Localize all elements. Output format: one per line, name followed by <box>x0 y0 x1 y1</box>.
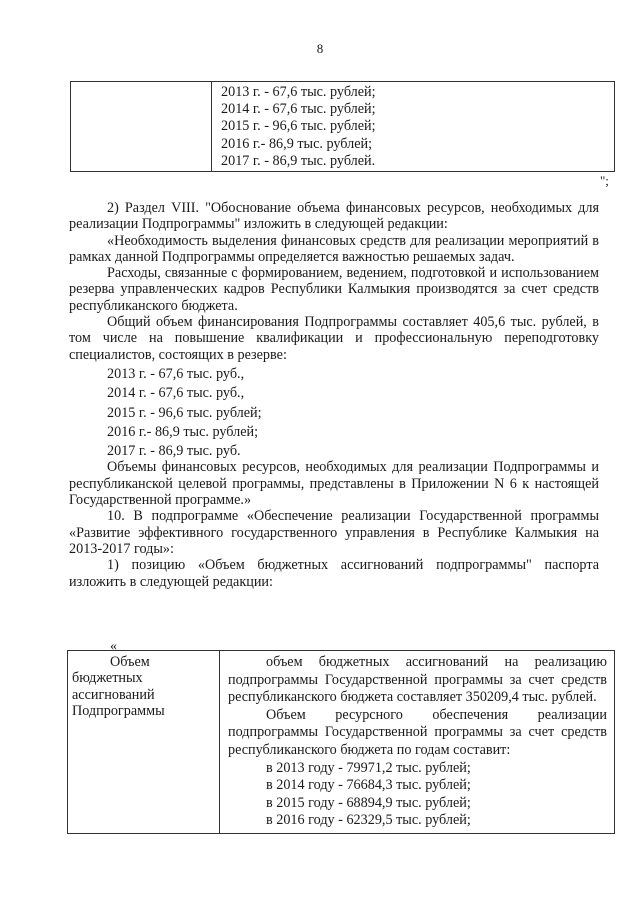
year-line: 2013 г. - 67,6 тыс. рублей; <box>221 84 376 100</box>
year-line: в 2016 году - 62329,5 тыс. рублей; <box>266 812 471 829</box>
year-line: 2014 г. - 67,6 тыс. рублей; <box>221 101 376 118</box>
year-line: 2015 г. - 96,6 тыс. рублей; <box>221 118 376 135</box>
paragraph: объем бюджетных ассигнований на реализацию подпрограммы Государственной программы за счет средств республиканского бюджета составляет 350209,4 тыс. рублей. <box>228 654 607 706</box>
paragraph: Расходы, связанные с формированием, ведением, подготовкой и использованием резерва управленческих кадров Республики Калмыкия производятся за счет средств республиканского бюджета. <box>69 265 599 314</box>
funding-table-values-cell <box>212 82 615 172</box>
year-line: 2016 г.- 86,9 тыс. рублей; <box>107 423 259 440</box>
funding-table-label-cell <box>71 82 212 172</box>
section-heading: 2) Раздел VIII. "Обоснование объема финансовых ресурсов, необходимых для реализации Подпрограммы" изложить в следующей редакции: <box>69 200 599 233</box>
passport-table <box>67 650 615 834</box>
passport-label-cell <box>68 651 220 834</box>
year-line: 2016 г.- 86,9 тыс. рублей; <box>221 135 373 152</box>
year-line: 2013 г. - 67,6 тыс. руб., <box>107 365 245 382</box>
page-number: 8 <box>316 41 324 56</box>
funding-table-top <box>70 81 615 172</box>
passport-label-line: Подпрограммы <box>72 702 165 719</box>
passport-value-cell <box>220 651 615 834</box>
item-10: 10. В подпрограмме «Обеспечение реализации Государственной программы «Развитие эффективного государственного управления в Республике Калмыкия на 2013-2017 годы»: <box>69 508 599 557</box>
paragraph: Объем ресурсного обеспечения реализации подпрограммы Государственной программы за счет средств республиканского бюджета по годам составит: <box>228 706 607 758</box>
year-line: 2017 г. - 86,9 тыс. руб. <box>107 443 241 460</box>
document-body <box>69 200 599 590</box>
item-10-sub-1: 1) позицию «Объем бюджетных ассигнований подпрограммы" паспорта изложить в следующей редакции: <box>69 557 599 590</box>
passport-label-line: ассигнований <box>72 686 155 703</box>
passport-label-line: бюджетных <box>72 670 143 687</box>
closing-quote: "; <box>600 173 609 188</box>
paragraph: Общий объем финансирования Подпрограммы составляет 405,6 тыс. рублей, в том числе на повышение квалификации и профессиональную переподготовку специалистов, состоящих в резерве: <box>69 314 599 363</box>
year-line: 2014 г. - 67,6 тыс. руб., <box>107 385 245 402</box>
year-line: 2017 г. - 86,9 тыс. рублей. <box>221 152 376 169</box>
year-line: в 2015 году - 68894,9 тыс. рублей; <box>266 794 471 811</box>
year-line: в 2013 году - 79971,2 тыс. рублей; <box>266 759 471 776</box>
year-line: в 2014 году - 76684,3 тыс. рублей; <box>266 777 471 794</box>
opening-quote: « <box>110 639 117 654</box>
passport-label-line: Объем <box>110 654 150 670</box>
paragraph: Объемы финансовых ресурсов, необходимых для реализации Подпрограммы и республиканской целевой программы, представлены в Приложении N 6 к настоящей Государственной программе.» <box>69 459 599 509</box>
year-line: 2015 г. - 96,6 тыс. рублей; <box>107 404 262 421</box>
paragraph: «Необходимость выделения финансовых средств для реализации мероприятий в рамках данной Подпрограммы определяется важностью решаемых задач. <box>69 232 599 265</box>
